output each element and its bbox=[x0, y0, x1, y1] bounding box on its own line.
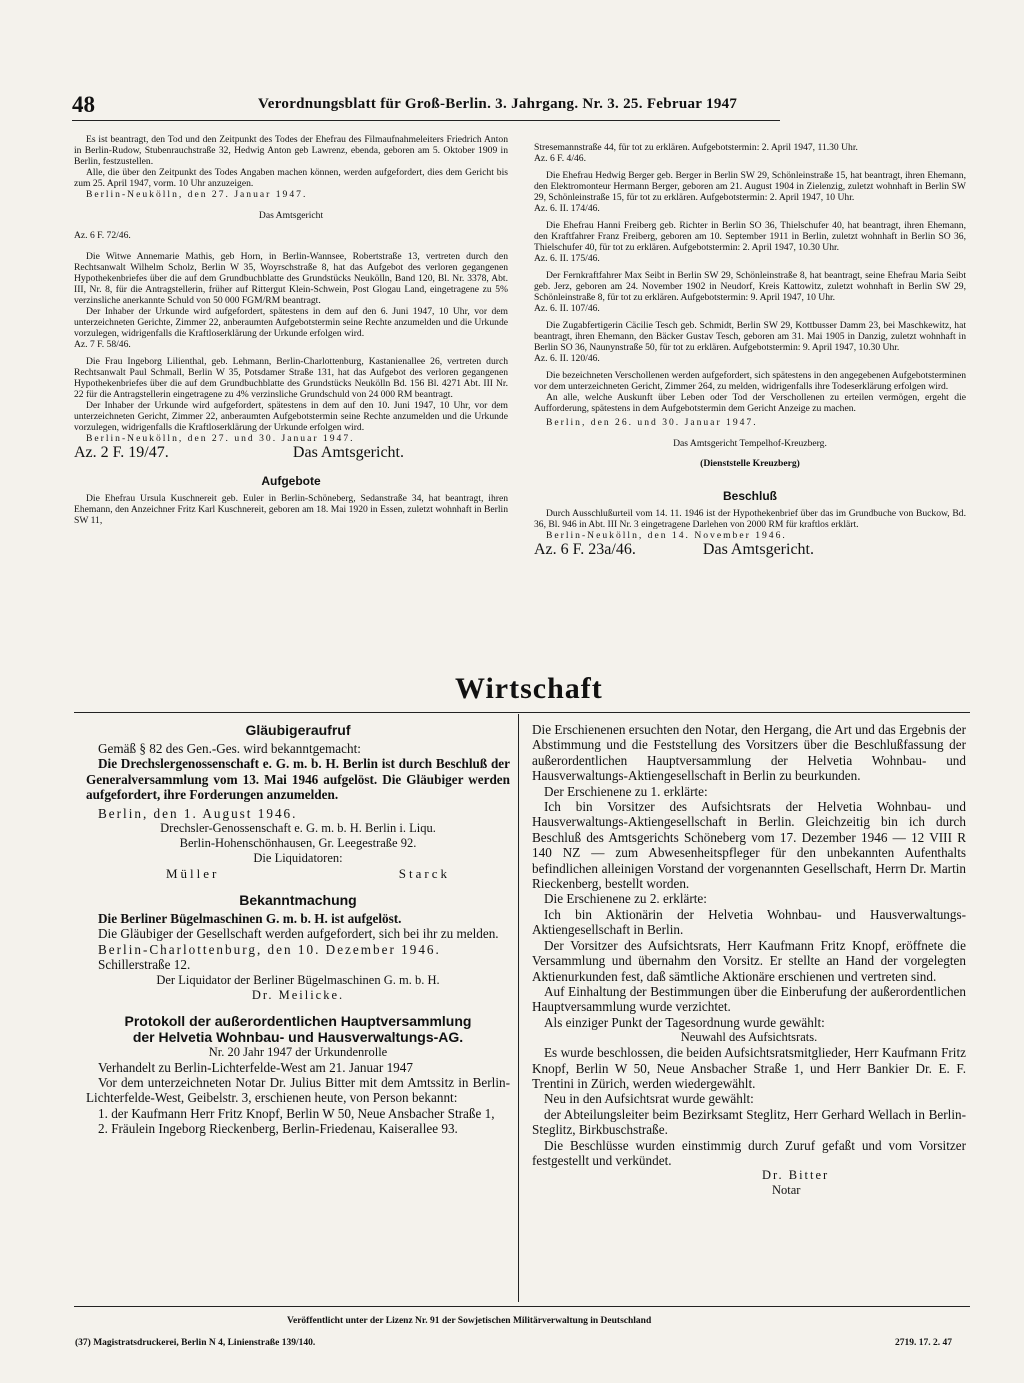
header-rule bbox=[72, 120, 780, 121]
notice-text: Die Erschienene zu 2. erklärte: bbox=[544, 891, 707, 907]
notice-text: Die Frau Ingeborg Lilienthal, geb. Lehmann, Berlin-Charlottenburg, Kastanienallee 26, vertreten durch Rechtsanwalt Paul Schmall, Berlin W 35, Potsdamer Straße 131, hat das Aufgebot des verloren gegangenen Hypothekenbriefes über die auf dem Grundbuchblatte des Grundstücks Neukölln Bd. 156 Bl. 4271 Abt. III Nr. 22 für die Antragstellerin eingetragene zu 4% verzinsliche Grundschuld von 24 000 RM beantragt. bbox=[74, 356, 508, 401]
signature-name: Dr. Bitter bbox=[762, 1168, 830, 1183]
bottom-right-column bbox=[532, 722, 966, 1198]
section-heading: Aufgebote bbox=[261, 474, 321, 489]
bottom-left-column bbox=[86, 722, 510, 1137]
notice-text: Es ist beantragt, den Tod und den Zeitpunkt des Todes der Ehefrau des Filmaufnahmeleiters Friedrich Anton in Berlin-Rudow, Stubenrauchstraße 32, Hedwig Anton geb Lawrenz, ebenda, geboren am 5. Oktober 1909 in Berlin, festzustellen. bbox=[74, 134, 508, 167]
signature-line: Berlin-Hohenschönhausen, Gr. Leegestraße 92. bbox=[179, 836, 417, 851]
signature-line: Der Liquidator der Berliner Bügelmaschinen G. m. b. H. bbox=[156, 972, 440, 987]
footer-rule bbox=[74, 1306, 970, 1307]
notice-street: Schillerstraße 12. bbox=[98, 957, 191, 973]
notice-az: Az. 6. II. 120/46. bbox=[534, 353, 600, 364]
notice-az: Az. 6 F. 72/46. bbox=[74, 230, 131, 242]
notice-text: Die Ehefrau Ursula Kuschnereit geb. Euler in Berlin-Schöneberg, Sedanstraße 34, hat beantragt, ihren Ehemann, den Anzeichner Fritz Karl Kuschnereit, geboren am 18. Mai 1920 in Essen, zuletzt wohnhaft in Berlin SW 11, bbox=[74, 493, 508, 527]
list-item: 2. Fräulein Ingeborg Rieckenberg, Berlin-Friedenau, Kaiserallee 93. bbox=[98, 1121, 458, 1137]
notice-text: der Abteilungsleiter beim Bezirksamt Steglitz, Herr Gerhard Wellach in Berlin-Steglitz, Birkbuschstraße. bbox=[532, 1106, 966, 1138]
notice-court: Das Amtsgericht Tempelhof-Kreuzberg. bbox=[673, 437, 827, 449]
notice-place: Berlin-Neukölln, den 14. November 1946. bbox=[546, 529, 787, 541]
notice-text: Stresemannstraße 44, für tot zu erklären. Aufgebotstermin: 2. April 1947, 11.30 Uhr. bbox=[534, 142, 858, 153]
attendee-list bbox=[86, 1106, 510, 1137]
agenda-item: Neuwahl des Aufsichtsrats. bbox=[680, 1030, 818, 1045]
notice-text: Die Zugabfertigerin Cäcilie Tesch geb. Schmidt, Berlin SW 29, Kottbusser Damm 23, bei Maschkewitz, hat beantragt, ihren Ehemann, den Bäcker Gustav Tesch, geboren am 31. Mai 1905 in Danzig, zuletzt wohnhaft in Berlin SO 36, Naunynstraße 50, für tot zu erklären. Aufgebotstermin: 9. April 1947, 10.30 Uhr. bbox=[534, 320, 966, 353]
notice-az: Az. 6 F. 4/46. bbox=[534, 153, 586, 164]
notice-text: Vor dem unterzeichneten Notar Dr. Julius Bitter mit dem Amtssitz in Berlin-Lichterfelde-West, Geibelstr. 3, erschienen heute, von Person bekannt: bbox=[86, 1075, 510, 1106]
notice-text: Der Erschienene zu 1. erklärte: bbox=[544, 783, 708, 799]
protocol-number: Nr. 20 Jahr 1947 der Urkundenrolle bbox=[208, 1044, 388, 1059]
signature-name: Starck bbox=[398, 866, 450, 882]
section-heading: Bekanntmachung bbox=[239, 892, 357, 909]
notice-place: Berlin, den 1. August 1946. bbox=[98, 805, 298, 821]
top-right-column bbox=[534, 142, 966, 559]
notice-text: Durch Ausschlußurteil vom 14. 11. 1946 ist der Hypothekenbrief über das im Grundbuche von Buckow, Bd. 36, Bl. 946 in Abt. III Nr. 3 eingetragene Darlehen von 2000 RM für kraftlos erklärt. bbox=[534, 507, 966, 530]
section-heading: Protokoll der außerordentlichen Hauptversammlung bbox=[124, 1012, 472, 1029]
signature-line: Drechsler-Genossenschaft e. G. m. b. H. Berlin i. Liqu. bbox=[160, 821, 436, 836]
notice-text: Der Fernkraftfahrer Max Seibt in Berlin SW 29, Schönleinstraße 8, hat beantragt, seine Ehefrau Maria Seibt geb. Jerz, geboren am 24. November 1902 in Neudorf, Kreis Kattowitz, zuletzt wohnhaft in Berlin SW 29, Schönleinstraße 8, für tot zu erklären. Aufgebotstermin: 9. April 1947, 10 Uhr. bbox=[534, 270, 966, 303]
notice-place: Berlin-Neukölln, den 27. und 30. Januar 1947. bbox=[86, 433, 355, 445]
notice-text: Die Ehefrau Hedwig Berger geb. Berger in Berlin SW 29, Schönleinstraße 15, hat beantragt, ihren Ehemann, den Elektromonteur Hermann Berger, geboren am 21. August 1904 in Zielenzig, zuletzt wohnhaft in Berlin SW 29, Schönleinstraße 15, für tot zu erklären. Aufgebotstermin: 2. April 1947, 10 Uhr. bbox=[534, 170, 966, 203]
notice-text: Verhandelt zu Berlin-Lichterfelde-West am 21. Januar 1947 bbox=[98, 1059, 413, 1075]
signature-line: Die Liquidatoren: bbox=[253, 851, 343, 866]
notice-text: Alle, die über den Zeitpunkt des Todes Angaben machen können, werden aufgefordert, dies dem Gericht bis zum 25. April 1947, vorm. 10 Uhr anzuzeigen. bbox=[74, 167, 508, 189]
signature-name: Müller bbox=[166, 866, 220, 882]
column-divider bbox=[518, 714, 519, 1302]
notice-text: Die bezeichneten Verschollenen werden aufgefordert, sich spätestens in den angegebenen Aufgebotsterminen vor dem unterzeichneten Gericht, Zimmer 264, zu melden, widrigenfalls ihre Todeserklärung erfolgen wird. bbox=[534, 370, 966, 392]
section-heading: der Helvetia Wohnbau- und Hausverwaltungs-AG. bbox=[132, 1028, 464, 1045]
notice-text: Die Beschlüsse wurden einstimmig durch Zuruf gefaßt und vom Vorsitzer festgestellt und verkündet. bbox=[532, 1137, 966, 1168]
page-number: 48 bbox=[72, 92, 95, 117]
notice-az: Az. 7 F. 58/46. bbox=[74, 339, 131, 351]
section-heading: Gläubigeraufruf bbox=[245, 722, 351, 738]
license-note: Veröffentlicht unter der Lizenz Nr. 91 der Sowjetischen Militärverwaltung in Deutschland bbox=[287, 1316, 652, 1326]
notice-text: Die Erschienenen ersuchten den Notar, den Hergang, die Art und das Ergebnis der Abstimmung und die Feststellung des Vorsitzers über die Beschlußfassung der außerordentlichen Hauptversammlung der Helvetia Wohnbau- und Hausverwaltungs-Aktiengesellschaft in Berlin zu beurkunden. bbox=[532, 722, 966, 784]
notice-text: Ich bin Vorsitzer des Aufsichtsrats der Helvetia Wohnbau- und Hausverwaltungs-Aktiengesellschaft in Berlin. Gleichzeitig bin ich durch Beschluß des Amtsgerichts Schöneberg vom 17. Dezember 1946 — 12 VIII R 140 NZ — zum Abwesenheitspfleger für den unbekannten Aufenthalts befindlichen alleinigen Vorstand der vorgenannten Gesellschaft, Herrn Dr. Martin Rieckenberg, bestellt worden. bbox=[532, 799, 966, 892]
notice-text: Ich bin Aktionärin der Helvetia Wohnbau- und Hausverwaltungs-Aktiengesellschaft in Berlin. bbox=[532, 906, 966, 938]
notice-text: An alle, welche Auskunft über Leben oder Tod der Verschollenen zu erteilen vermögen, ergeht die Aufforderung, spätestens in dem Aufgebotstermin dem Gericht Anzeige zu machen. bbox=[534, 392, 966, 414]
signature-title: Notar bbox=[772, 1183, 801, 1198]
notice-text: Der Inhaber der Urkunde wird aufgefordert, spätestens in dem auf den 10. Juni 1947, 10 Uhr, vor dem unterzeichneten Gericht, Zimmer 22, anberaumten Aufgebotstermin seine Rechte anzumelden und die Urkunde vorzulegen, widrigenfalls die Kraftloserklärung der Urkunde erfolgen wird. bbox=[74, 400, 508, 434]
notice-az: Az. 6. II. 175/46. bbox=[534, 253, 600, 264]
notice-text: Die Drechslergenossenschaft e. G. m. b. H. Berlin ist durch Beschluß der Generalversammlung vom 13. Mai 1946 aufgelöst. Die Gläubiger werden aufgefordert, ihre Forderungen anzumelden. bbox=[86, 756, 510, 803]
notice-text: Der Vorsitzer des Aufsichtsrats, Herr Kaufmann Fritz Knopf, eröffnete die Versammlung und übernahm den Vorsitz. Er stellte an Hand der vorgelegten Aktienurkunden fest, daß sämtliche Aktionäre erschienen und vertreten sind. bbox=[532, 937, 966, 984]
notice-text: Gemäß § 82 des Gen.-Ges. wird bekanntgemacht: bbox=[98, 741, 361, 756]
notice-text: Die Berliner Bügelmaschinen G. m. b. H. ist aufgelöst. bbox=[98, 911, 402, 927]
notice-text: Auf Einhaltung der Bestimmungen über die Einberufung der außerordentlichen Hauptversammlung wurde verzichtet. bbox=[532, 983, 966, 1015]
section-heading: Beschluß bbox=[722, 488, 777, 503]
signature-name: Dr. Meilicke. bbox=[251, 987, 345, 1002]
list-item: 1. der Kaufmann Herr Fritz Knopf, Berlin W 50, Neue Ansbacher Straße 1, bbox=[98, 1105, 495, 1121]
notice-text: Es wurde beschlossen, die beiden Aufsichtsratsmitglieder, Herr Kaufmann Fritz Knopf, Berlin W 50, Neue Ansbacher Straße 1, und Herr Bankier Dr. E. F. Trentini in Zürich, werden wiedergewählt. bbox=[532, 1045, 966, 1091]
section-title: Wirtschaft bbox=[455, 672, 603, 705]
journal-title: Verordnungsblatt für Groß-Berlin. 3. Jahrgang. Nr. 3. 25. Februar 1947 bbox=[258, 96, 738, 112]
notice-court: Das Amtsgericht. bbox=[292, 444, 404, 462]
notice-text: Neu in den Aufsichtsrat wurde gewählt: bbox=[544, 1091, 754, 1107]
notice-text: Die Ehefrau Hanni Freiberg geb. Richter in Berlin SO 36, Thielschufer 40, hat beantragt, ihren Ehemann, den Kraftfahrer Franz Freiberg, geboren am 10. September 1911 in Berlin, zuletzt wohnhaft in Berlin SO 36, Thielschufer 40, für tot zu erklären. Aufgebotstermin: 2. April 1947, 10.30 Uhr. bbox=[534, 220, 966, 253]
notice-text: Die Witwe Annemarie Mathis, geb Horn, in Berlin-Wannsee, Robertstraße 13, vertreten durch den Rechtsanwalt Wilhelm Scholz, Berlin W 35, Woyrschstraße 8, hat das Aufgebot des verloren gegangenen Hypothekenbriefes über die auf dem Grundbuchblatte des Grundstücks Neukölln, Band 120, Bl. Nr. 3378, Abt. III, Nr. 8, für die Antragstellerin, früher auf Rittergut Klein-Schwein, Post Glogau Land, eingetragene zu 5% verzinsliche anerkannte Schuld von 50 000 FGM/RM beantragt. bbox=[74, 251, 508, 307]
top-left-column bbox=[74, 134, 508, 526]
notice-text: Der Inhaber der Urkunde wird aufgefordert, spätestens in dem auf den 6. Juni 1947, 10 Uhr, vor dem unterzeichneten Gerichte, Zimmer 22, anberaumten Aufgebotstermin seine Rechte anzumelden und die Urkunde vorzulegen, widrigenfalls die Kraftloserklärung der Urkunde erfolgen wird. bbox=[74, 306, 508, 340]
notice-az: Az. 6. II. 174/46. bbox=[534, 203, 600, 214]
notice-az: Az. 6 F. 23a/46. bbox=[534, 540, 636, 558]
notice-az: Az. 6. II. 107/46. bbox=[534, 303, 600, 314]
notice-az: Az. 2 F. 19/47. bbox=[74, 444, 169, 462]
notice-text: Als einziger Punkt der Tagesordnung wurde gewählt: bbox=[544, 1014, 825, 1030]
notice-place: Berlin-Charlottenburg, den 10. Dezember 1946. bbox=[98, 941, 441, 957]
notice-place: Berlin-Neukölln, den 27. Januar 1947. bbox=[86, 189, 308, 200]
section-rule bbox=[74, 712, 970, 713]
print-code: 2719. 17. 2. 47 bbox=[895, 1338, 952, 1348]
notice-court: Das Amtsgericht bbox=[258, 209, 324, 221]
printer-note: (37) Magistratsdruckerei, Berlin N 4, Linienstraße 139/140. bbox=[75, 1338, 316, 1348]
notice-court: Das Amtsgericht. bbox=[702, 540, 814, 558]
notice-court-dept: (Dienststelle Kreuzberg) bbox=[700, 458, 800, 470]
notice-text: Die Gläubiger der Gesellschaft werden aufgefordert, sich bei ihr zu melden. bbox=[98, 926, 499, 942]
notice-place: Berlin, den 26. und 30. Januar 1947. bbox=[546, 417, 758, 428]
